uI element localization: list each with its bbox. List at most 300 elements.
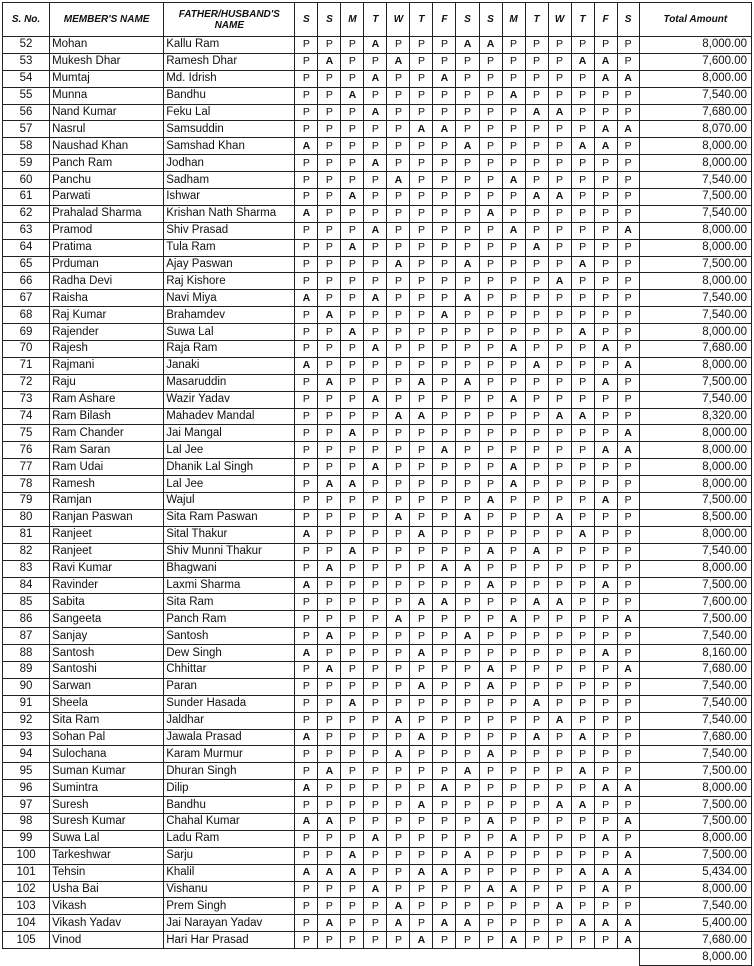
attendance-mark: A [410,797,433,814]
attendance-mark: A [410,121,433,138]
attendance-mark: A [410,864,433,881]
attendance-mark: A [295,864,318,881]
attendance-mark: P [479,307,502,324]
attendance-mark: P [318,425,341,442]
attendance-mark: P [410,763,433,780]
attendance-mark: P [594,239,617,256]
total-amount-cell: 7,540.00 [639,695,751,712]
attendance-mark: A [548,712,571,729]
father-husband-name-cell: Shiv Prasad [164,222,295,239]
attendance-mark: A [433,780,456,797]
attendance-mark: A [433,70,456,87]
attendance-mark: P [295,830,318,847]
attendance-mark: P [502,70,525,87]
attendance-mark: P [318,290,341,307]
attendance-mark: P [571,932,594,949]
attendance-mark: P [318,695,341,712]
total-amount-cell: 8,000.00 [639,526,751,543]
attendance-mark: P [387,425,410,442]
attendance-mark: P [295,104,318,121]
attendance-mark: P [318,678,341,695]
attendance-mark: P [525,611,548,628]
attendance-mark: P [341,357,364,374]
attendance-mark: P [410,189,433,206]
attendance-mark: P [502,307,525,324]
attendance-mark: A [502,881,525,898]
table-row [3,830,752,847]
attendance-mark: P [456,712,479,729]
attendance-mark: P [295,121,318,138]
attendance-mark: P [341,256,364,273]
header-day: S [318,3,341,37]
attendance-mark: P [594,408,617,425]
father-husband-name-cell: Kallu Ram [164,37,295,54]
attendance-mark: P [456,53,479,70]
attendance-mark: A [502,459,525,476]
attendance-mark: P [479,138,502,155]
member-name-cell: Vinod [50,932,164,949]
serial-number-cell: 89 [3,661,50,678]
attendance-mark: P [364,577,387,594]
attendance-mark: A [571,763,594,780]
member-name-cell: Suresh Kumar [50,813,164,830]
attendance-mark: P [525,307,548,324]
attendance-mark: A [617,121,639,138]
attendance-mark: P [318,357,341,374]
attendance-mark: P [479,898,502,915]
serial-number-cell: 92 [3,712,50,729]
attendance-mark: P [295,695,318,712]
attendance-mark: P [433,932,456,949]
attendance-mark: P [571,509,594,526]
attendance-mark: P [387,695,410,712]
attendance-mark: P [341,374,364,391]
attendance-mark: P [433,763,456,780]
attendance-mark: P [364,594,387,611]
attendance-mark: P [433,746,456,763]
attendance-mark: P [295,797,318,814]
attendance-mark: P [502,138,525,155]
attendance-mark: A [410,594,433,611]
attendance-mark: P [364,915,387,932]
attendance-mark: P [548,256,571,273]
total-amount-cell: 7,540.00 [639,172,751,189]
father-husband-name-cell: Bhagwani [164,560,295,577]
attendance-mark: A [479,881,502,898]
table-row [3,695,752,712]
table-row [3,222,752,239]
table-row [3,53,752,70]
attendance-mark: A [594,915,617,932]
attendance-mark: A [594,493,617,510]
attendance-mark: P [364,526,387,543]
attendance-mark: A [364,290,387,307]
attendance-mark: P [341,307,364,324]
attendance-mark: P [571,87,594,104]
attendance-mark: P [364,189,387,206]
attendance-mark: P [295,53,318,70]
blank-cell [3,949,640,966]
attendance-mark: P [433,493,456,510]
serial-number-cell: 84 [3,577,50,594]
attendance-mark: P [548,222,571,239]
attendance-mark: A [364,391,387,408]
attendance-mark: P [433,341,456,358]
attendance-mark: P [295,628,318,645]
table-row [3,543,752,560]
attendance-mark: A [387,53,410,70]
attendance-mark: A [295,645,318,662]
attendance-mark: P [548,864,571,881]
table-row [3,70,752,87]
attendance-mark: A [571,408,594,425]
attendance-mark: P [410,273,433,290]
attendance-mark: P [571,172,594,189]
attendance-mark: P [433,847,456,864]
attendance-mark: P [364,87,387,104]
serial-number-cell: 81 [3,526,50,543]
attendance-mark: P [502,898,525,915]
attendance-mark: P [502,273,525,290]
attendance-mark: P [387,881,410,898]
serial-number-cell: 94 [3,746,50,763]
attendance-mark: P [456,239,479,256]
attendance-mark: A [341,324,364,341]
serial-number-cell: 80 [3,509,50,526]
attendance-mark: P [341,729,364,746]
attendance-mark: A [548,408,571,425]
attendance-mark: P [387,594,410,611]
serial-number-cell: 60 [3,172,50,189]
father-husband-name-cell: Bandhu [164,797,295,814]
attendance-mark: P [387,239,410,256]
total-amount-cell: 7,540.00 [639,746,751,763]
attendance-mark: A [548,797,571,814]
table-row [3,155,752,172]
attendance-mark: P [594,628,617,645]
attendance-mark: P [456,121,479,138]
attendance-mark: P [318,256,341,273]
father-husband-name-cell: Raj Kishore [164,273,295,290]
attendance-mark: P [295,222,318,239]
attendance-mark: P [571,189,594,206]
attendance-mark: P [364,864,387,881]
attendance-mark: P [318,526,341,543]
attendance-mark: P [479,611,502,628]
attendance-mark: P [548,442,571,459]
father-husband-name-cell: Jai Mangal [164,425,295,442]
attendance-mark: P [617,645,639,662]
attendance-mark: P [410,493,433,510]
member-name-cell: Naushad Khan [50,138,164,155]
member-name-cell: Vikash Yadav [50,915,164,932]
total-amount-cell: 8,000.00 [639,459,751,476]
attendance-mark: P [295,155,318,172]
attendance-mark: P [617,797,639,814]
attendance-mark: P [617,155,639,172]
attendance-mark: P [548,70,571,87]
attendance-mark: P [364,138,387,155]
attendance-mark: A [433,121,456,138]
member-name-cell: Ram Udai [50,459,164,476]
attendance-mark: P [617,189,639,206]
attendance-mark: P [594,189,617,206]
attendance-mark: P [479,104,502,121]
attendance-mark: P [433,374,456,391]
attendance-mark: P [571,341,594,358]
attendance-mark: P [433,357,456,374]
attendance-mark: P [548,239,571,256]
attendance-mark: P [479,87,502,104]
serial-number-cell: 74 [3,408,50,425]
attendance-mark: P [548,87,571,104]
father-husband-name-cell: Khalil [164,864,295,881]
attendance-mark: P [364,932,387,949]
attendance-mark: A [387,509,410,526]
attendance-mark: P [456,87,479,104]
attendance-mark: P [548,205,571,222]
header-day: T [410,3,433,37]
attendance-mark: P [617,374,639,391]
serial-number-cell: 56 [3,104,50,121]
serial-number-cell: 101 [3,864,50,881]
attendance-mark: P [364,628,387,645]
attendance-mark: P [594,678,617,695]
total-amount-cell: 7,540.00 [639,205,751,222]
member-name-cell: Sanjay [50,628,164,645]
attendance-mark: P [548,459,571,476]
attendance-mark: P [433,476,456,493]
table-row [3,256,752,273]
serial-number-cell: 79 [3,493,50,510]
attendance-mark: A [571,915,594,932]
attendance-mark: P [387,729,410,746]
father-husband-name-cell: Jodhan [164,155,295,172]
attendance-mark: P [548,526,571,543]
attendance-mark: P [594,357,617,374]
attendance-mark: P [433,324,456,341]
attendance-mark: P [502,645,525,662]
serial-number-cell: 93 [3,729,50,746]
total-amount-cell: 5,434.00 [639,864,751,881]
attendance-mark: P [364,408,387,425]
total-amount-cell: 7,500.00 [639,577,751,594]
attendance-mark: P [364,121,387,138]
attendance-mark: P [410,104,433,121]
attendance-mark: P [525,881,548,898]
attendance-mark: P [594,104,617,121]
attendance-mark: P [617,104,639,121]
attendance-mark: P [410,172,433,189]
attendance-mark: P [364,797,387,814]
attendance-mark: P [525,678,548,695]
total-amount-cell: 8,000.00 [639,70,751,87]
attendance-mark: P [571,476,594,493]
attendance-mark: P [456,70,479,87]
attendance-mark: A [617,442,639,459]
attendance-mark: P [594,476,617,493]
attendance-mark: P [387,391,410,408]
header-day: T [525,3,548,37]
table-row [3,594,752,611]
attendance-mark: P [571,628,594,645]
attendance-mark: P [594,695,617,712]
attendance-mark: P [525,830,548,847]
serial-number-cell: 57 [3,121,50,138]
attendance-mark: P [571,645,594,662]
attendance-mark: A [617,847,639,864]
attendance-mark: P [479,357,502,374]
attendance-mark: P [594,87,617,104]
attendance-mark: P [410,290,433,307]
attendance-mark: A [548,898,571,915]
father-husband-name-cell: Sarju [164,847,295,864]
attendance-mark: A [410,408,433,425]
attendance-mark: P [456,780,479,797]
attendance-mark: P [502,543,525,560]
attendance-mark: P [364,273,387,290]
member-name-cell: Mumtaj [50,70,164,87]
total-amount-cell: 7,540.00 [639,87,751,104]
attendance-mark: P [433,712,456,729]
attendance-mark: A [594,341,617,358]
attendance-mark: A [295,813,318,830]
attendance-mark: A [341,695,364,712]
attendance-mark: P [341,763,364,780]
attendance-mark: P [571,493,594,510]
attendance-mark: P [502,661,525,678]
attendance-mark: A [456,560,479,577]
total-amount-cell: 7,500.00 [639,763,751,780]
attendance-mark: A [295,138,318,155]
attendance-mark: P [617,712,639,729]
table-row [3,746,752,763]
total-amount-cell: 7,540.00 [639,543,751,560]
attendance-mark: P [479,864,502,881]
attendance-mark: P [525,763,548,780]
attendance-mark: P [479,425,502,442]
attendance-mark: P [364,493,387,510]
attendance-mark: P [617,239,639,256]
table-row [3,763,752,780]
attendance-mark: P [433,391,456,408]
table-row [3,425,752,442]
attendance-mark: P [456,459,479,476]
attendance-mark: P [433,577,456,594]
attendance-mark: A [456,37,479,54]
attendance-mark: P [318,611,341,628]
attendance-mark: P [341,121,364,138]
attendance-mark: P [410,915,433,932]
attendance-mark: A [433,864,456,881]
attendance-mark: P [295,408,318,425]
attendance-mark: A [571,138,594,155]
table-row [3,290,752,307]
attendance-mark: P [479,374,502,391]
father-husband-name-cell: Santosh [164,628,295,645]
total-amount-cell: 8,000.00 [639,37,751,54]
attendance-mark: P [318,898,341,915]
attendance-mark: P [594,932,617,949]
member-name-cell: Suresh [50,797,164,814]
attendance-mark: P [617,509,639,526]
attendance-mark: A [456,915,479,932]
attendance-mark: P [525,155,548,172]
table-row [3,813,752,830]
attendance-mark: A [502,87,525,104]
attendance-mark: P [364,847,387,864]
attendance-mark: A [525,695,548,712]
member-name-cell: Suwa Lal [50,830,164,847]
table-row [3,374,752,391]
father-husband-name-cell: Karam Murmur [164,746,295,763]
attendance-mark: P [502,577,525,594]
father-husband-name-cell: Wazir Yadav [164,391,295,408]
member-name-cell: Mukesh Dhar [50,53,164,70]
attendance-mark: P [433,695,456,712]
attendance-mark: P [548,780,571,797]
header-day: S [479,3,502,37]
father-husband-name-cell: Dew Singh [164,645,295,662]
attendance-mark: P [479,155,502,172]
attendance-mark: A [433,594,456,611]
attendance-mark: P [502,915,525,932]
attendance-mark: A [364,830,387,847]
father-husband-name-cell: Chahal Kumar [164,813,295,830]
attendance-mark: A [433,307,456,324]
attendance-mark: P [502,712,525,729]
attendance-mark: P [548,476,571,493]
attendance-mark: A [318,307,341,324]
attendance-mark: P [571,121,594,138]
serial-number-cell: 59 [3,155,50,172]
total-amount-cell: 5,400.00 [639,915,751,932]
attendance-mark: P [548,645,571,662]
header-total-amount: Total Amount [639,3,751,37]
attendance-mark: P [571,830,594,847]
attendance-mark: P [364,560,387,577]
attendance-mark: P [525,172,548,189]
attendance-mark: A [571,729,594,746]
attendance-mark: P [387,307,410,324]
member-name-cell: Santosh [50,645,164,662]
attendance-mark: P [295,763,318,780]
attendance-mark: P [364,695,387,712]
father-husband-name-cell: Krishan Nath Sharma [164,205,295,222]
attendance-mark: P [433,37,456,54]
attendance-mark: A [479,661,502,678]
total-amount-cell: 7,540.00 [639,898,751,915]
attendance-mark: P [364,324,387,341]
serial-number-cell: 70 [3,341,50,358]
header-member-name: MEMBER'S NAME [50,3,164,37]
attendance-mark: A [548,104,571,121]
attendance-mark: A [456,374,479,391]
attendance-mark: P [617,205,639,222]
attendance-mark: P [410,37,433,54]
attendance-mark: P [387,628,410,645]
total-amount-cell: 8,000.00 [639,324,751,341]
total-amount-cell: 8,160.00 [639,645,751,662]
serial-number-cell: 100 [3,847,50,864]
attendance-mark: P [410,205,433,222]
attendance-mark: P [341,915,364,932]
attendance-mark: A [364,222,387,239]
attendance-mark: A [387,712,410,729]
attendance-mark: P [456,222,479,239]
father-husband-name-cell: Prem Singh [164,898,295,915]
attendance-mark: P [502,357,525,374]
